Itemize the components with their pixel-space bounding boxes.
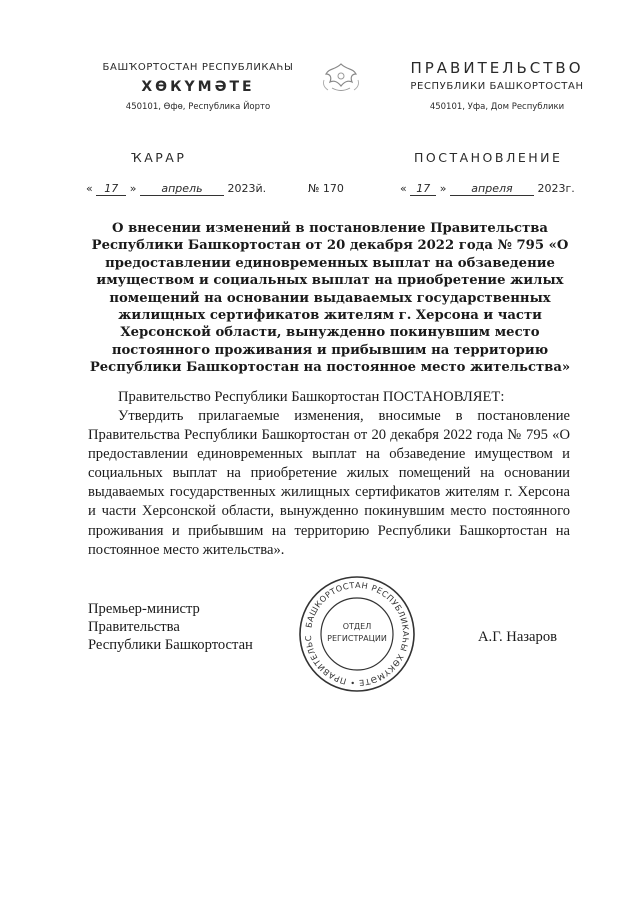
date-left-year: 2023й.: [227, 182, 267, 195]
date-left-open-quote: «: [86, 182, 93, 195]
registration-stamp: [297, 574, 417, 694]
document-number: № 170: [308, 182, 344, 195]
stamp-ring-text: БАШКОРТОСТАН РЕСПУБЛИКАҺЫ ХӨКҮМӘТЕ • ПРАВИТЕЛЬС: [302, 579, 412, 689]
header-right-address: 450101, Уфа, Дом Республики: [429, 102, 565, 112]
date-right-open-quote: «: [400, 182, 407, 195]
signatory-position-line2: Правительства: [88, 619, 180, 635]
stamp-center-line2: РЕГИСТРАЦИИ: [327, 634, 387, 643]
header-right-line2: РЕСПУБЛИКИ БАШКОРТОСТАН: [410, 81, 584, 92]
resolution-intro: Правительство Республики Башкортостан ПОСТАНОВЛЯЕТ:: [118, 389, 505, 405]
date-left-day: 17: [96, 183, 126, 196]
header-left-address: 450101, Өфө, Республика Йорто: [125, 102, 271, 112]
date-right-month: апреля: [450, 183, 534, 196]
resolution-body: Утвердить прилагаемые изменения, вносимые в постановление Правительства Республики Башкортостан от 20 декабря 2022 года № 795 «О предоставлении единовременных выплат на обзаведение имуществом и социальных выплат на приобретение жилых помещений на основании выдаваемых государственных жилищных сертификатов жителям г. Херсона и части Херсонской области, вынужденно покинувшим место постоянного проживания и прибывшим на территорию Республики Башкортостан на постоянное место жительства».: [88, 408, 570, 558]
header-right-line1: ПРАВИТЕЛЬСТВО: [410, 59, 584, 77]
date-right-year: 2023г.: [537, 182, 575, 195]
date-left-month: апрель: [140, 183, 224, 196]
date-right: [400, 182, 575, 196]
signatory-name: А.Г. Назаров: [478, 629, 558, 645]
stamp-center-line1: ОТДЕЛ: [342, 622, 372, 631]
date-right-day: 17: [410, 183, 436, 196]
signatory-position-line1: Премьер-министр: [88, 601, 200, 617]
signatory-position-line3: Республики Башкортостан: [88, 637, 253, 653]
header-left-line1: БАШҠОРТОСТАН РЕСПУБЛИКАҺЫ: [102, 62, 294, 73]
doc-type-right: ПОСТАНОВЛЕНИЕ: [414, 150, 563, 165]
date-left-close-quote: »: [129, 182, 137, 195]
date-left: [86, 182, 266, 196]
doc-type-left: ҠАРАР: [131, 150, 187, 165]
document-title: О внесении изменений в постановление Правительства Республики Башкортостан от 20 декабря 2022 года № 795 «О предоставлении единовременных выплат на обзаведение имуществом и социальных выплат на приобретение жилых помещений на основании выдаваемых государственных жилищных сертификатов жителям г. Херсона и части Херсонской области, вынужденно покинувшим место постоянного проживания и прибывшим на территорию Республики Башкортостан на постоянное место жительства»: [89, 221, 571, 376]
header-left-line2: ХӨКҮМӘТЕ: [141, 79, 255, 95]
coat-of-arms-emblem: [318, 60, 364, 96]
date-right-close-quote: »: [439, 182, 447, 195]
